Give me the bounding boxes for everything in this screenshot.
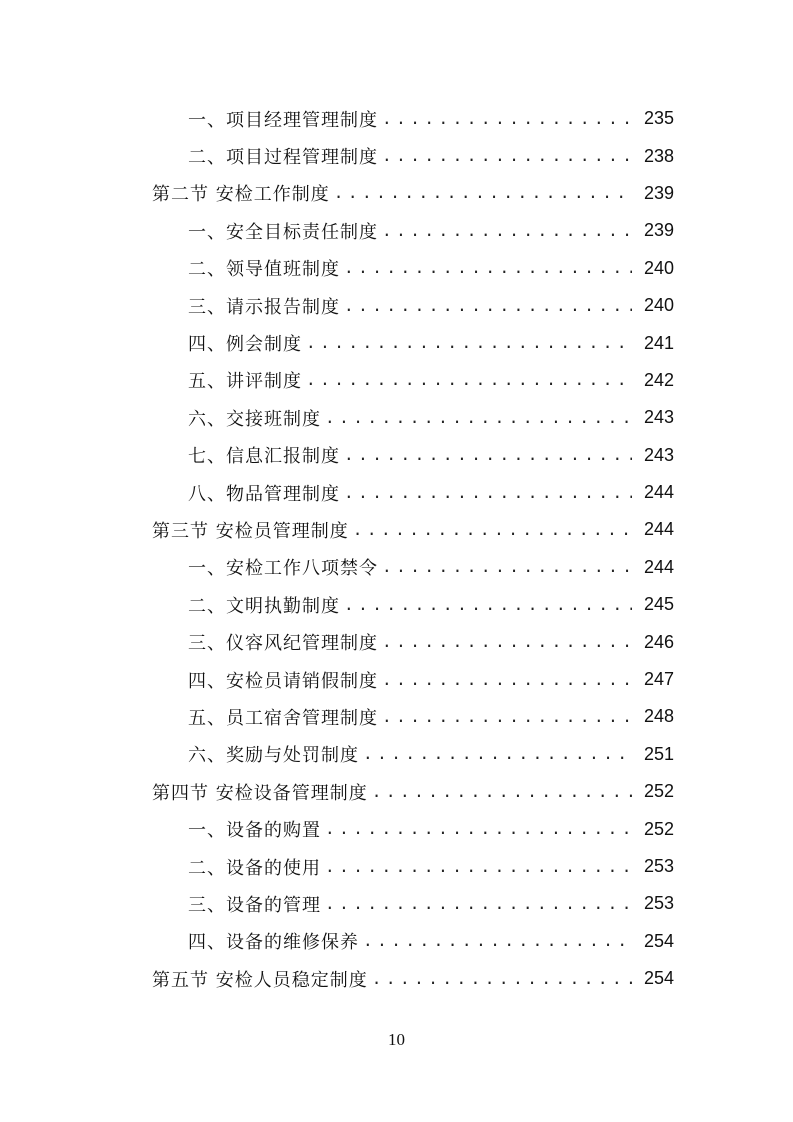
toc-entry-title: 二、领导值班制度	[188, 255, 342, 281]
toc-section[interactable]	[0, 773, 793, 810]
dot-leader	[334, 184, 632, 202]
toc-entry-page: 247	[643, 669, 674, 690]
toc-entry-page: 243	[643, 444, 674, 465]
toc-entry[interactable]	[0, 362, 793, 399]
dot-leader	[372, 783, 632, 801]
toc-entry-page: 241	[643, 332, 674, 353]
toc-entry-page: 240	[643, 257, 674, 278]
dot-leader	[325, 858, 632, 876]
dot-leader	[363, 745, 632, 763]
toc-entry[interactable]	[0, 474, 793, 511]
toc-entry-page: 252	[643, 818, 674, 839]
dot-leader	[382, 671, 632, 689]
toc-entry-page: 244	[643, 482, 674, 503]
toc-entry-title: 一、安全目标责任制度	[188, 218, 380, 244]
toc-entry-page: 253	[643, 893, 674, 914]
dot-leader	[325, 409, 632, 427]
toc-entry-page: 243	[643, 407, 674, 428]
toc-entry-page: 238	[643, 145, 674, 166]
toc-entry[interactable]	[0, 623, 793, 660]
toc-entry-title: 三、请示报告制度	[188, 293, 342, 319]
toc-entry-title: 四、设备的维修保养	[188, 928, 361, 954]
toc-entry-page: 235	[643, 108, 674, 129]
toc-entry-page: 251	[643, 743, 674, 764]
dot-leader	[363, 932, 632, 950]
toc-entry[interactable]	[0, 324, 793, 361]
toc-entry[interactable]	[0, 250, 793, 287]
dot-leader	[306, 371, 632, 389]
toc-entry-title: 四、例会制度	[188, 330, 304, 356]
toc-entry-page: 239	[643, 220, 674, 241]
dot-leader	[344, 259, 632, 277]
toc-entry-title: 五、讲评制度	[188, 367, 304, 393]
dot-leader	[382, 147, 632, 165]
dot-leader	[306, 334, 632, 352]
toc-section-title: 第三节 安检员管理制度	[152, 517, 351, 543]
toc-entry-title: 六、交接班制度	[188, 405, 323, 431]
toc-entry[interactable]	[0, 586, 793, 623]
toc-entry-title: 三、仪容风纪管理制度	[188, 629, 380, 655]
toc-entry-page: 242	[643, 369, 674, 390]
toc-entry-page: 248	[643, 706, 674, 727]
dot-leader	[382, 633, 632, 651]
toc-entry-title: 一、安检工作八项禁令	[188, 554, 380, 580]
dot-leader	[382, 222, 632, 240]
toc-entry[interactable]	[0, 100, 793, 137]
toc-entry-page: 254	[643, 930, 674, 951]
toc-entry-title: 七、信息汇报制度	[188, 442, 342, 468]
dot-leader	[372, 970, 632, 988]
toc-entry-title: 二、设备的使用	[188, 854, 323, 880]
toc-section-title: 第四节 安检设备管理制度	[152, 779, 370, 805]
toc-entry-title: 六、奖励与处罚制度	[188, 741, 361, 767]
dot-leader	[382, 558, 632, 576]
dot-leader	[382, 708, 632, 726]
dot-leader	[344, 297, 632, 315]
toc-section-title: 第二节 安检工作制度	[152, 180, 332, 206]
dot-leader	[344, 596, 632, 614]
dot-leader	[325, 895, 632, 913]
toc-entry[interactable]	[0, 923, 793, 960]
toc-entry[interactable]	[0, 661, 793, 698]
toc-entry[interactable]	[0, 137, 793, 174]
toc-entry-page: 253	[643, 856, 674, 876]
toc-entry[interactable]	[0, 885, 793, 922]
page-number: 10	[388, 1030, 405, 1049]
toc-section[interactable]	[0, 960, 793, 997]
dot-leader	[325, 820, 632, 838]
toc-section[interactable]	[0, 511, 793, 548]
toc-section[interactable]	[0, 175, 793, 212]
toc-entry-title: 三、设备的管理	[188, 891, 323, 917]
toc-entry-title: 四、安检员请销假制度	[188, 667, 380, 693]
toc-section-page: 239	[643, 182, 674, 203]
toc-entry[interactable]	[0, 848, 793, 885]
toc-entry-page: 246	[643, 631, 674, 652]
toc-entry-title: 二、项目过程管理制度	[188, 143, 380, 169]
toc-entry[interactable]	[0, 399, 793, 436]
dot-leader	[353, 521, 632, 539]
toc-entry-title: 八、物品管理制度	[188, 480, 342, 506]
toc-entry[interactable]	[0, 736, 793, 773]
toc-section-page: 254	[643, 968, 674, 989]
toc-section-title: 第五节 安检人员稳定制度	[152, 966, 370, 992]
dot-leader	[344, 446, 632, 464]
toc-section-page: 244	[643, 519, 674, 540]
toc-entry[interactable]	[0, 549, 793, 586]
toc-section-page: 252	[643, 781, 674, 802]
dot-leader	[344, 484, 632, 502]
toc-entry-page: 240	[643, 295, 674, 316]
toc-entry-page: 244	[643, 556, 674, 577]
toc-entry-title: 一、项目经理管理制度	[188, 106, 380, 132]
dot-leader	[382, 110, 632, 128]
table-of-contents	[0, 100, 793, 997]
toc-entry-title: 五、员工宿舍管理制度	[188, 704, 380, 730]
toc-entry-title: 一、设备的购置	[188, 816, 323, 842]
toc-entry[interactable]	[0, 437, 793, 474]
toc-entry[interactable]	[0, 287, 793, 324]
toc-entry-page: 245	[643, 594, 674, 615]
toc-entry[interactable]	[0, 698, 793, 735]
toc-entry[interactable]	[0, 810, 793, 847]
toc-entry-title: 二、文明执勤制度	[188, 592, 342, 618]
toc-entry[interactable]	[0, 212, 793, 249]
